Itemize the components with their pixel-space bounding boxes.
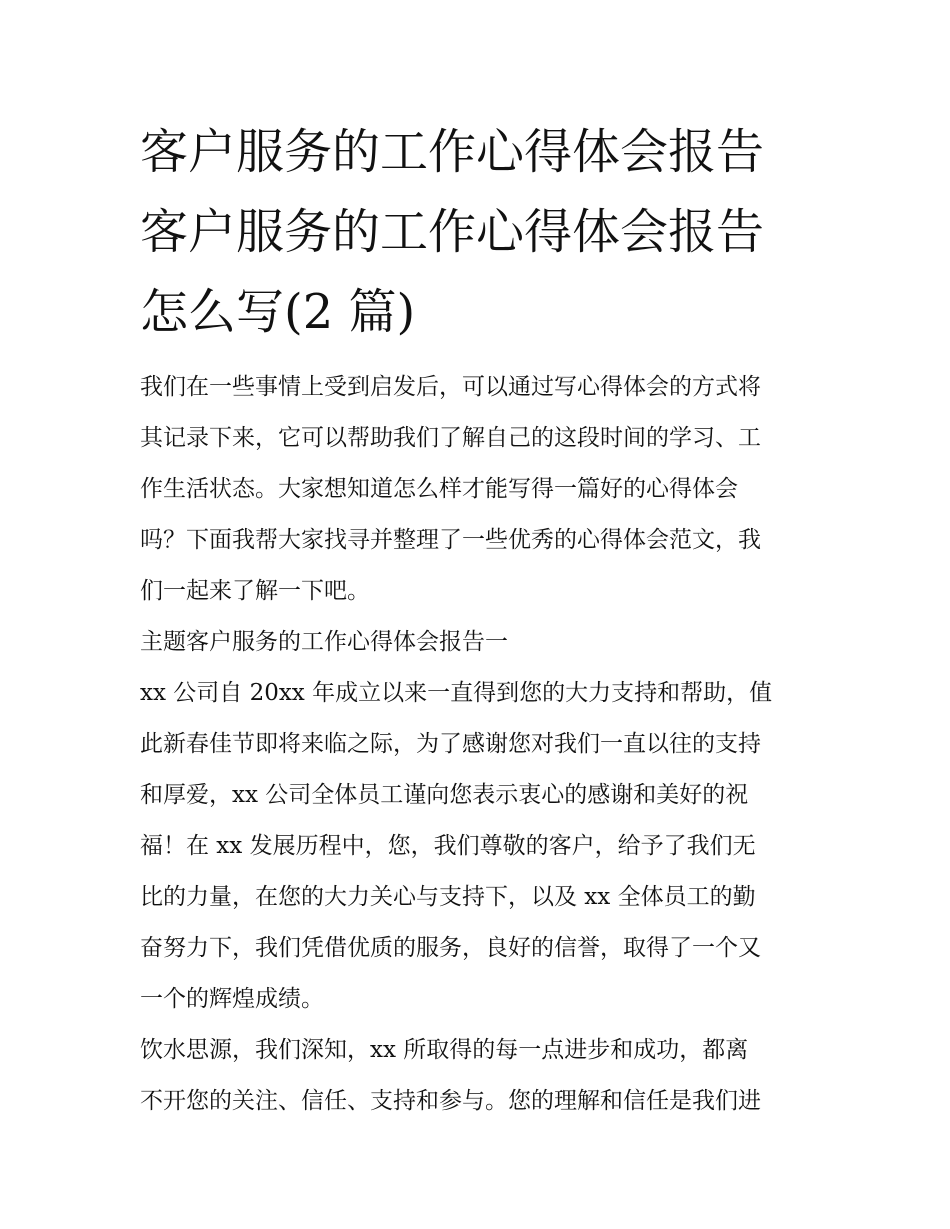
section-heading: [140, 617, 815, 668]
section-heading-text: 主题客户服务的工作心得体会报告一: [140, 629, 508, 655]
text-line: 我们在一些事情上受到启发后，可以通过写心得体会的方式将: [140, 374, 761, 400]
text-line: xx 公司自 20xx 年成立以来一直得到您的大力支持和帮助，值: [140, 680, 773, 706]
text-line: 福！在 xx 发展历程中，您，我们尊敬的客户，给予了我们无: [140, 833, 756, 859]
text-line: 不开您的关注、信任、支持和参与。您的理解和信任是我们进: [140, 1088, 761, 1114]
title-line: 客户服务的工作心得体会报告: [140, 124, 765, 180]
text-line: 和厚爱，xx 公司全体员工谨向您表示衷心的感谢和美好的祝: [140, 782, 749, 808]
text-line: 比的力量，在您的大力关心与支持下，以及 xx 全体员工的勤: [140, 884, 756, 910]
text-line: 奋努力下，我们凭借优质的服务，良好的信誉，取得了一个又: [140, 935, 761, 961]
text-line: 吗？下面我帮大家找寻并整理了一些优秀的心得体会范文，我: [140, 527, 761, 553]
paragraph-1: [140, 668, 815, 1025]
text-line: 其记录下来，它可以帮助我们了解自己的这段时间的学习、工: [140, 425, 761, 451]
text-line: 饮水思源，我们深知，xx 所取得的每一点进步和成功，都离: [140, 1037, 749, 1063]
paragraph-2: [140, 1025, 815, 1127]
title-line: 怎么写(2 篇): [140, 284, 416, 340]
document-page: [140, 112, 815, 1127]
text-line: 一个的辉煌成绩。: [140, 986, 324, 1012]
title-line: 客户服务的工作心得体会报告: [140, 204, 765, 260]
document-title: [140, 112, 815, 352]
text-line: 此新春佳节即将来临之际，为了感谢您对我们一直以往的支持: [140, 731, 761, 757]
document-body: [140, 362, 815, 1127]
text-line: 们一起来了解一下吧。: [140, 578, 370, 604]
intro-paragraph: [140, 362, 815, 617]
text-line: 作生活状态。大家想知道怎么样才能写得一篇好的心得体会: [140, 476, 738, 502]
